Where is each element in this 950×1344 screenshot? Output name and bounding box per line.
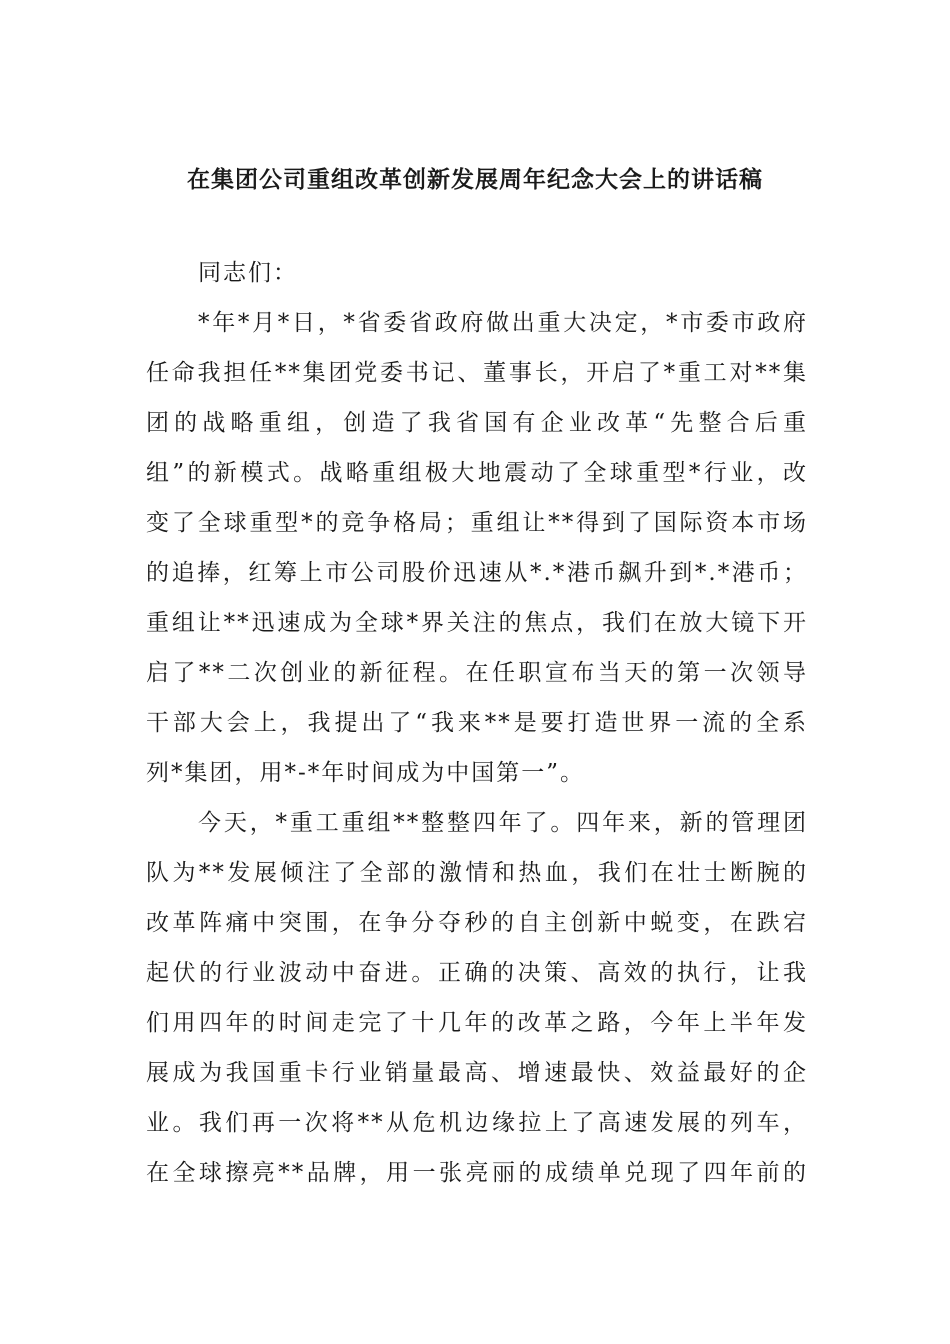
paragraph-2 bbox=[146, 798, 808, 1198]
document-title: 在集团公司重组改革创新发展周年纪念大会上的讲话稿 bbox=[187, 167, 763, 193]
text-line: *年*月*日，*省委省政府做出重大决定，*市委市政府 bbox=[198, 310, 808, 336]
text-line: 队为**发展倾注了全部的激情和热血，我们在壮士断腕的 bbox=[146, 860, 808, 886]
text-line: 改革阵痛中突围，在争分夺秒的自主创新中蜕变，在跌宕 bbox=[146, 910, 808, 936]
text-line: 组”的新模式。战略重组极大地震动了全球重型*行业，改 bbox=[146, 460, 808, 486]
text-line: 列*集团，用*-*年时间成为中国第一”。 bbox=[146, 760, 586, 786]
salutation: 同志们： bbox=[198, 260, 298, 286]
text-line: 在全球擦亮**品牌，用一张亮丽的成绩单兑现了四年前的 bbox=[146, 1160, 808, 1186]
text-line: 展成为我国重卡行业销量最高、增速最快、效益最好的企 bbox=[146, 1060, 808, 1086]
text-line: 今天，*重工重组**整整四年了。四年来，新的管理团 bbox=[198, 810, 808, 836]
text-line: 起伏的行业波动中奋进。正确的决策、高效的执行，让我 bbox=[146, 960, 808, 986]
document-body bbox=[146, 248, 808, 1198]
text-line: 干部大会上，我提出了“我来**是要打造世界一流的全系 bbox=[146, 710, 808, 736]
paragraph-1 bbox=[146, 298, 808, 798]
text-line: 团的战略重组，创造了我省国有企业改革“先整合后重 bbox=[146, 410, 808, 436]
text-line: 业。我们再一次将**从危机边缘拉上了高速发展的列车， bbox=[146, 1110, 808, 1136]
text-line: 的追捧，红筹上市公司股价迅速从*.*港币飙升到*.*港币； bbox=[146, 560, 808, 586]
text-line: 启了**二次创业的新征程。在任职宣布当天的第一次领导 bbox=[146, 660, 808, 686]
text-line: 任命我担任**集团党委书记、董事长，开启了*重工对**集 bbox=[146, 360, 808, 386]
text-line: 重组让**迅速成为全球*界关注的焦点，我们在放大镜下开 bbox=[146, 610, 808, 636]
text-line: 变了全球重型*的竞争格局；重组让**得到了国际资本市场 bbox=[146, 510, 808, 536]
text-line: 们用四年的时间走完了十几年的改革之路，今年上半年发 bbox=[146, 1010, 808, 1036]
